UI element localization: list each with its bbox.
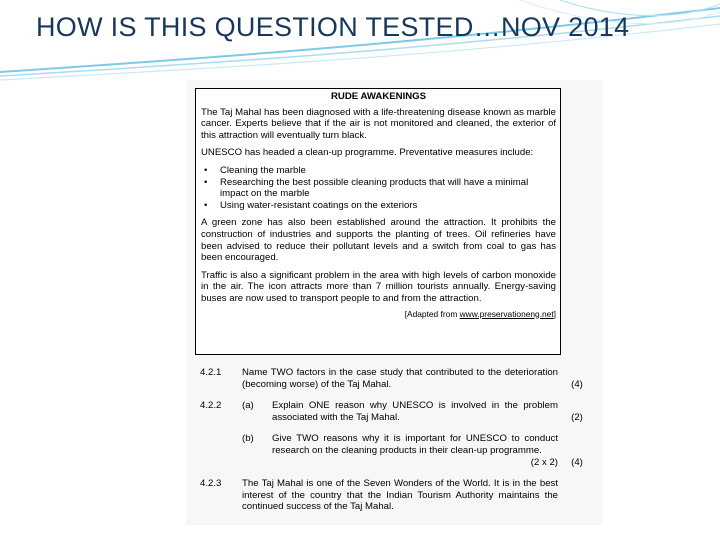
case-study-paragraph: The Taj Mahal has been diagnosed with a life-threatening disease known as marble cancer. Experts believe that if the air is not monitored and cleaned, the exterior of this attraction will eventually turn black. — [201, 106, 556, 141]
question-number: 4.2.1 — [200, 367, 222, 378]
case-study-box — [195, 88, 561, 355]
question-marks: (2) — [571, 411, 583, 423]
question-text: Name TWO factors in the case study that contributed to the deterioration (becoming worse) of the Taj Mahal. — [242, 367, 558, 390]
slide-title: HOW IS THIS QUESTION TESTED…NOV 2014 — [36, 12, 630, 42]
question-sub-label: (b) — [242, 433, 254, 445]
question-4-2-2a — [200, 400, 596, 423]
case-study-paragraph: UNESCO has headed a clean-up programme. Preventative measures include: — [201, 147, 534, 159]
question-sub-label: (a) — [242, 400, 254, 412]
question-4-2-1 — [200, 367, 596, 390]
source-prefix: [Adapted from — [404, 308, 460, 319]
source-suffix: ] — [553, 308, 556, 319]
source-link[interactable]: www.preservationeng.net — [459, 308, 554, 319]
question-mark-split: (2 x 2) — [530, 456, 558, 468]
question-4-2-2b — [200, 433, 596, 468]
question-marks: (4) — [571, 456, 583, 468]
questions-section — [200, 367, 596, 523]
case-study-paragraph: A green zone has also been established around the attraction. It prohibits the construction of industries and supports the planting of trees. Oil refineries have been advised to reduce their pollutant levels and a switch from coal to gas has been encouraged. — [201, 217, 556, 264]
list-item: • Using water-resistant coatings on the exteriors — [201, 200, 556, 212]
list-item: • Researching the best possible cleaning products that will have a minimal impact on the marble — [201, 177, 556, 200]
question-number: 4.2.2 — [200, 400, 222, 412]
question-text-block — [272, 433, 558, 468]
question-number: 4.2.3 — [200, 478, 222, 490]
question-text: Give TWO reasons why it is important for UNESCO to conduct research on the cleaning products in their clean-up programme. — [272, 433, 558, 456]
case-study-paragraph: Traffic is also a significant problem in the area with high levels of carbon monoxide in the air. The icon attracts more than 7 million tourists annually. Energy-saving buses are now used to transport people to and from the attraction. — [201, 269, 556, 304]
list-item: • Cleaning the marble — [201, 165, 556, 177]
question-text: Explain ONE reason why UNESCO is involved in the problem associated with the Taj Mahal. — [272, 400, 558, 423]
case-study-title: RUDE AWAKENINGS — [330, 91, 427, 102]
question-marks: (4) — [571, 378, 583, 390]
source-citation — [201, 309, 556, 321]
preventative-measures-list — [201, 165, 556, 211]
question-text: The Taj Mahal is one of the Seven Wonders of the World. It is in the best interest of the country that the Indian Tourism Authority maintains the continued success of the Taj Mahal. — [242, 478, 558, 513]
question-4-2-3 — [200, 478, 596, 513]
